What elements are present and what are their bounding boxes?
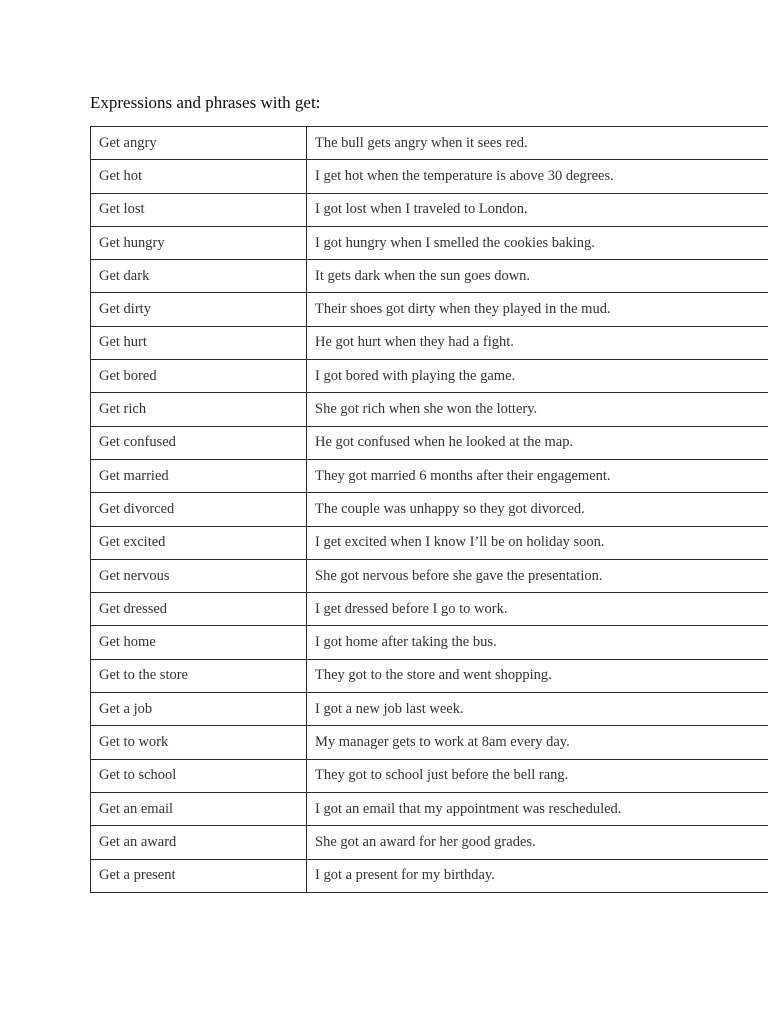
phrase-cell: Get an award	[91, 826, 307, 859]
example-sentence-cell: I got an email that my appointment was rescheduled.	[307, 792, 768, 825]
example-sentence-cell: Their shoes got dirty when they played in the mud.	[307, 293, 768, 326]
example-sentence-cell: I got a present for my birthday.	[307, 859, 768, 892]
phrase-cell: Get a job	[91, 693, 307, 726]
table-row	[91, 360, 768, 393]
phrase-cell: Get to school	[91, 759, 307, 792]
table-row	[91, 726, 768, 759]
example-sentence-cell: I get hot when the temperature is above 30 degrees.	[307, 160, 768, 193]
table-row	[91, 293, 768, 326]
phrase-cell: Get married	[91, 459, 307, 492]
example-sentence-cell: He got hurt when they had a fight.	[307, 326, 768, 359]
table-row	[91, 659, 768, 692]
table-row	[91, 193, 768, 226]
example-sentence-cell: She got rich when she won the lottery.	[307, 393, 768, 426]
example-sentence-cell: The bull gets angry when it sees red.	[307, 127, 768, 160]
phrase-cell: Get nervous	[91, 559, 307, 592]
example-sentence-cell: They got to school just before the bell rang.	[307, 759, 768, 792]
phrase-cell: Get to the store	[91, 659, 307, 692]
phrase-cell: Get to work	[91, 726, 307, 759]
phrase-cell: Get divorced	[91, 493, 307, 526]
phrase-cell: Get rich	[91, 393, 307, 426]
table-row	[91, 459, 768, 492]
table-row	[91, 826, 768, 859]
phrase-cell: Get angry	[91, 127, 307, 160]
table-row	[91, 393, 768, 426]
phrase-cell: Get hot	[91, 160, 307, 193]
example-sentence-cell: I get excited when I know I’ll be on holiday soon.	[307, 526, 768, 559]
example-sentence-cell: I got a new job last week.	[307, 693, 768, 726]
phrase-cell: Get excited	[91, 526, 307, 559]
example-sentence-cell: I got home after taking the bus.	[307, 626, 768, 659]
example-sentence-cell: I got hungry when I smelled the cookies baking.	[307, 226, 768, 259]
phrases-table-body	[91, 127, 768, 893]
example-sentence-cell: He got confused when he looked at the map.	[307, 426, 768, 459]
phrase-cell: Get hungry	[91, 226, 307, 259]
example-sentence-cell: They got married 6 months after their engagement.	[307, 459, 768, 492]
table-row	[91, 326, 768, 359]
example-sentence-cell: I got bored with playing the game.	[307, 360, 768, 393]
example-sentence-cell: The couple was unhappy so they got divorced.	[307, 493, 768, 526]
example-sentence-cell: I got lost when I traveled to London.	[307, 193, 768, 226]
phrase-cell: Get dirty	[91, 293, 307, 326]
example-sentence-cell: I get dressed before I go to work.	[307, 593, 768, 626]
example-sentence-cell: She got nervous before she gave the presentation.	[307, 559, 768, 592]
example-sentence-cell: She got an award for her good grades.	[307, 826, 768, 859]
table-row	[91, 593, 768, 626]
table-row	[91, 693, 768, 726]
phrase-cell: Get bored	[91, 360, 307, 393]
table-row	[91, 759, 768, 792]
phrase-cell: Get dark	[91, 260, 307, 293]
table-row	[91, 792, 768, 825]
table-row	[91, 127, 768, 160]
phrase-cell: Get hurt	[91, 326, 307, 359]
phrase-cell: Get lost	[91, 193, 307, 226]
table-row	[91, 493, 768, 526]
example-sentence-cell: My manager gets to work at 8am every day.	[307, 726, 768, 759]
phrases-table	[90, 126, 768, 893]
table-row	[91, 526, 768, 559]
phrase-cell: Get dressed	[91, 593, 307, 626]
table-row	[91, 160, 768, 193]
table-row	[91, 859, 768, 892]
table-row	[91, 260, 768, 293]
table-row	[91, 626, 768, 659]
example-sentence-cell: They got to the store and went shopping.	[307, 659, 768, 692]
page-title: Expressions and phrases with get:	[90, 93, 321, 112]
table-row	[91, 426, 768, 459]
phrase-cell: Get an email	[91, 792, 307, 825]
phrase-cell: Get a present	[91, 859, 307, 892]
phrase-cell: Get home	[91, 626, 307, 659]
table-row	[91, 226, 768, 259]
phrase-cell: Get confused	[91, 426, 307, 459]
example-sentence-cell: It gets dark when the sun goes down.	[307, 260, 768, 293]
table-row	[91, 559, 768, 592]
